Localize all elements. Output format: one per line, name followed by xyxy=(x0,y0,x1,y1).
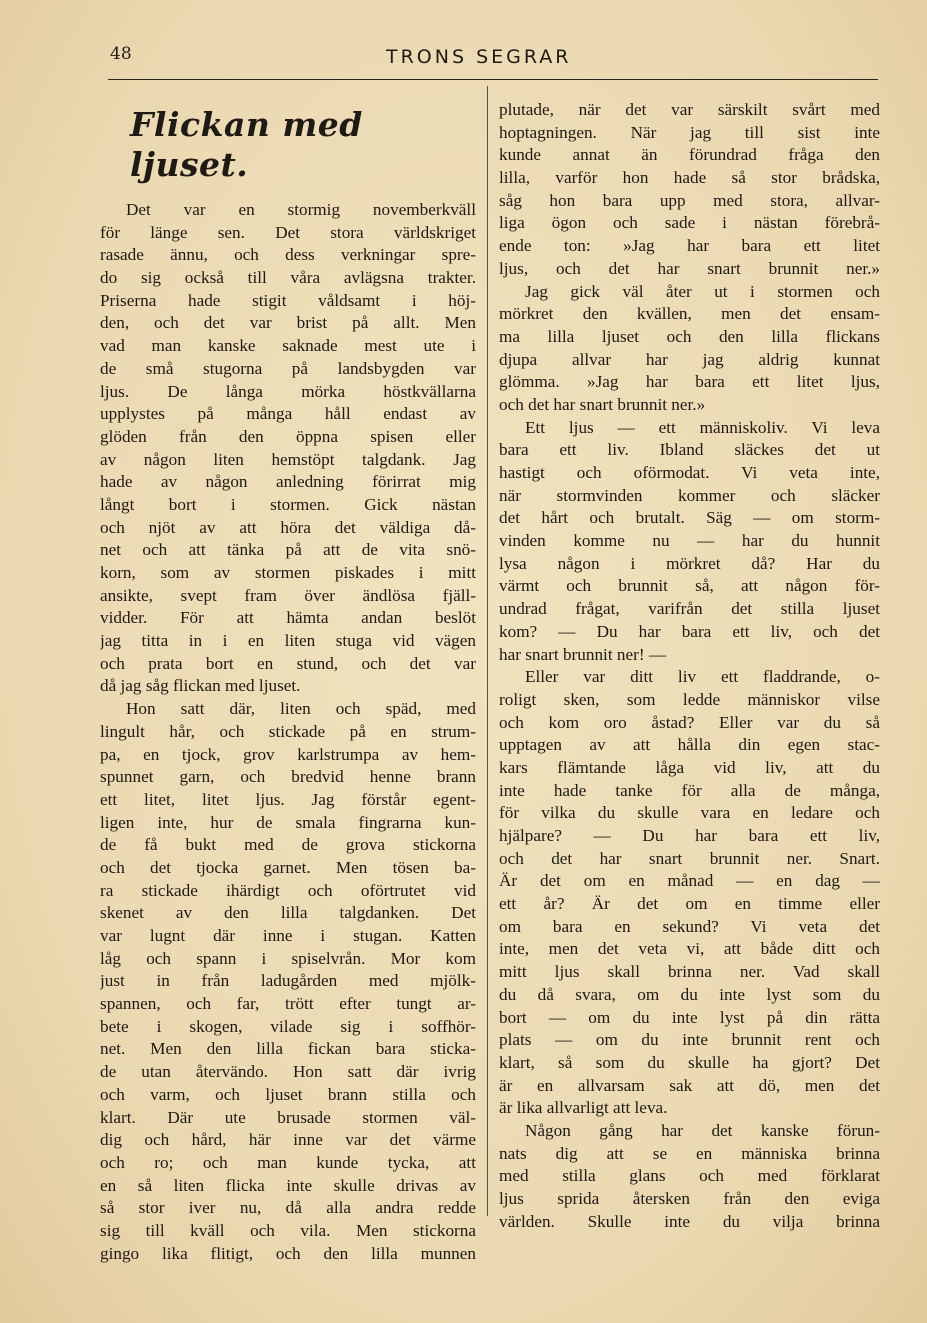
text-line: ett litet, litet ljus. Jag förstår egent- xyxy=(100,789,476,809)
text-line: pa, en tjock, grov karlstrumpa av hem- xyxy=(100,744,476,764)
text-line: inte hade tanke för alla de många, xyxy=(499,780,880,800)
text-line: kom? — Du har bara ett liv, och det xyxy=(499,621,880,641)
text-line: hastigt och oförmodat. Vi veta inte, xyxy=(499,463,880,482)
text-line: upptagen av att hålla din egen stac- xyxy=(499,735,880,755)
text-line: de små stugorna på landsbygden var xyxy=(100,358,476,378)
text-line: världen. Skulle inte du vilja brinna xyxy=(499,1211,880,1231)
text-line: är en allvarsam sak att dö, men det xyxy=(499,1075,880,1095)
text-line: såg hon bara upp med stora, allvar- xyxy=(499,190,880,210)
text-line: lysa någon i mörkret då? Har du xyxy=(499,553,880,573)
text-line: skenet av den lilla talgdanken. Det xyxy=(100,903,476,923)
text-line: lilla, varför hon hade så stor brådska, xyxy=(499,168,880,188)
text-line: ett år? Är det om en timme eller xyxy=(499,894,880,914)
text-line: värmt och brunnit så, att någon för- xyxy=(499,576,880,596)
text-line: upplystes på många håll endast av xyxy=(100,404,476,424)
text-line: vidder. För att hämta andan beslöt xyxy=(100,608,476,628)
text-line: då jag såg flickan med ljuset. xyxy=(100,676,301,696)
text-line: net. Men den lilla fickan bara sticka- xyxy=(100,1039,476,1059)
text-line: korn, som av stormen piskades i mitt xyxy=(100,563,476,582)
text-line: klart. Där ute brusade stormen väl- xyxy=(100,1107,476,1127)
text-line: Priserna hade stigit våldsamt i höj- xyxy=(100,290,476,310)
text-line: nats dig att se en människa brinna xyxy=(499,1143,880,1163)
text-line: för vilka du skulle vara en ledare och xyxy=(499,803,880,823)
left-column xyxy=(100,95,476,1265)
text-line: en så liten flicka inte skulle drivas av xyxy=(100,1175,476,1195)
text-line: hade av någon anledning förirrat mig xyxy=(100,472,476,492)
text-line: ra stickade ihärdigt och oförtrutet vid xyxy=(100,880,476,900)
text-line: spannen, och far, trött efter tungt ar- xyxy=(100,994,476,1014)
right-column-text xyxy=(499,99,880,1233)
text-line: vad man kanske saknade mest ute i xyxy=(100,336,476,356)
text-line: de utan återvändo. Hon satt där ivrig xyxy=(100,1062,476,1082)
text-line: Hon satt där, liten och späd, med xyxy=(126,699,476,719)
text-line: och ro; och man kunde tycka, att xyxy=(100,1152,476,1172)
text-line: kars flämtande låga vid liv, att du xyxy=(499,757,880,777)
text-line: ansikte, svept fram över ändlösa fjäll- xyxy=(100,585,476,605)
text-line: kunde annat än förundrad fråga den xyxy=(499,145,880,165)
left-column-text xyxy=(100,199,476,1265)
column-divider xyxy=(487,86,488,1216)
text-line: lingult hår, och stickade på en strum- xyxy=(100,721,476,741)
text-line: bort — om du inte lyst på din rätta xyxy=(499,1007,880,1027)
text-line: ljus sprida återsken från den eviga xyxy=(499,1189,880,1208)
text-line: vinden komme nu — har du hunnit xyxy=(499,531,880,551)
article-title: Flickan med ljuset. xyxy=(130,105,363,184)
text-line: rasade ännu, och dess verkningar spre- xyxy=(100,245,476,265)
text-line: ligen inte, hur de smala fingrarna kun- xyxy=(100,812,476,832)
text-line: mörkret den kvällen, men det ensam- xyxy=(499,304,880,324)
text-line: av någon liten hemstöpt talgdank. Jag xyxy=(100,449,476,469)
text-line: undrad frågat, varifrån det stilla ljuset xyxy=(499,599,880,619)
text-line: Är det om en månad — en dag — xyxy=(499,871,880,891)
page-header xyxy=(100,44,880,74)
text-line: var lugnt där inne i stugan. Katten xyxy=(100,926,476,945)
text-line: för länge sen. Det stora världskriget xyxy=(100,222,476,242)
text-line: hoptagningen. När jag till sist inte xyxy=(499,122,880,142)
text-line: låg och spann i spiselvrån. Mor kom xyxy=(100,948,476,968)
text-line: inte, men det veta vi, att både ditt och xyxy=(499,939,880,959)
header-rule xyxy=(108,79,878,80)
text-line: roligt sken, som ledde människor vilse xyxy=(499,689,880,709)
text-line: ljus, och det har snart brunnit ner.» xyxy=(499,258,880,278)
right-column xyxy=(499,99,880,1233)
text-line: och det har snart brunnit ner.» xyxy=(499,394,706,414)
text-line: just in från ladugården med mjölk- xyxy=(100,971,476,991)
text-line: med stilla glans och med förklarat xyxy=(499,1166,880,1186)
page-number: 48 xyxy=(110,44,132,64)
text-line: Det var en stormig novemberkväll xyxy=(126,200,476,219)
text-line: jag titta in i en liten stuga vid vägen xyxy=(100,631,476,651)
text-line: sig till kväll och vila. Men stickorna xyxy=(100,1220,476,1240)
text-line: do sig också till våra avlägsna trakter. xyxy=(100,268,476,288)
text-line: om bara en sekund? Vi veta det xyxy=(499,916,880,936)
text-line: net och att tänka på att de vita snö- xyxy=(100,540,476,560)
text-line: Ett ljus — ett människoliv. Vi leva xyxy=(525,417,880,437)
text-line: mitt ljus skall brinna ner. Vad skall xyxy=(499,962,880,982)
text-line: och varm, och ljuset brann stilla och xyxy=(100,1084,476,1104)
text-line: glöden från den öppna spisen eller xyxy=(100,426,476,446)
text-line: bara ett liv. Ibland släckes det ut xyxy=(499,440,880,460)
text-line: det hårt och brutalt. Säg — om storm- xyxy=(499,508,880,528)
text-line: och det tjocka garnet. Men tösen ba- xyxy=(100,857,476,877)
text-line: dig och hård, här inne var det värme xyxy=(100,1130,476,1150)
text-line: när stormvinden kommer och släcker xyxy=(499,485,880,505)
text-line: glömma. »Jag har bara ett litet ljus, xyxy=(499,372,880,392)
text-line: Någon gång har det kanske förun- xyxy=(525,1120,880,1140)
text-line: Jag gick väl åter ut i stormen och xyxy=(525,281,880,301)
text-line: plutade, när det var särskilt svårt med xyxy=(499,100,880,119)
text-line: ende ton: »Jag har bara ett litet xyxy=(499,236,880,256)
text-line: Eller var ditt liv ett fladdrande, o- xyxy=(525,667,880,687)
text-line: djupa allvar har jag aldrig kunnat xyxy=(499,349,880,369)
text-line: har snart brunnit ner! — xyxy=(499,644,667,664)
text-line: klart, så som du skulle ha gjort? Det xyxy=(499,1052,880,1072)
text-line: de få bukt med de grova stickorna xyxy=(100,835,476,855)
text-line: är lika allvarligt att leva. xyxy=(499,1098,668,1118)
text-line: spunnet garn, och bredvid henne brann xyxy=(100,767,476,787)
text-line: och prata bort en stund, och det var xyxy=(100,653,476,673)
text-line: och det har snart brunnit ner. Snart. xyxy=(499,848,880,868)
running-head: TRONS SEGRAR xyxy=(386,46,572,68)
text-line: hjälpare? — Du har bara ett liv, xyxy=(499,826,880,845)
text-line: ljus. De långa mörka höstkvällarna xyxy=(100,381,476,401)
text-line: plats — om du inte brunnit rent och xyxy=(499,1030,880,1050)
text-line: och kom oro åstad? Eller var du så xyxy=(499,712,880,732)
text-line: så stor iver nu, då alla andra redde xyxy=(100,1198,476,1218)
text-line: och njöt av att höra det väldiga då- xyxy=(100,517,476,537)
text-line: liga ögon och sade i nästan förebrå- xyxy=(499,213,880,233)
text-line: bete i skogen, vilade sig i soffhör- xyxy=(100,1016,476,1036)
text-line: den, och det var brist på allt. Men xyxy=(100,313,476,333)
text-line: långt bort i stormen. Gick nästan xyxy=(100,494,476,514)
text-line: gingo lika flitigt, och den lilla munnen xyxy=(100,1243,476,1263)
text-line: du då svara, om du inte lyst som du xyxy=(499,984,880,1004)
text-line: ma lilla ljuset och den lilla flickans xyxy=(499,326,880,346)
